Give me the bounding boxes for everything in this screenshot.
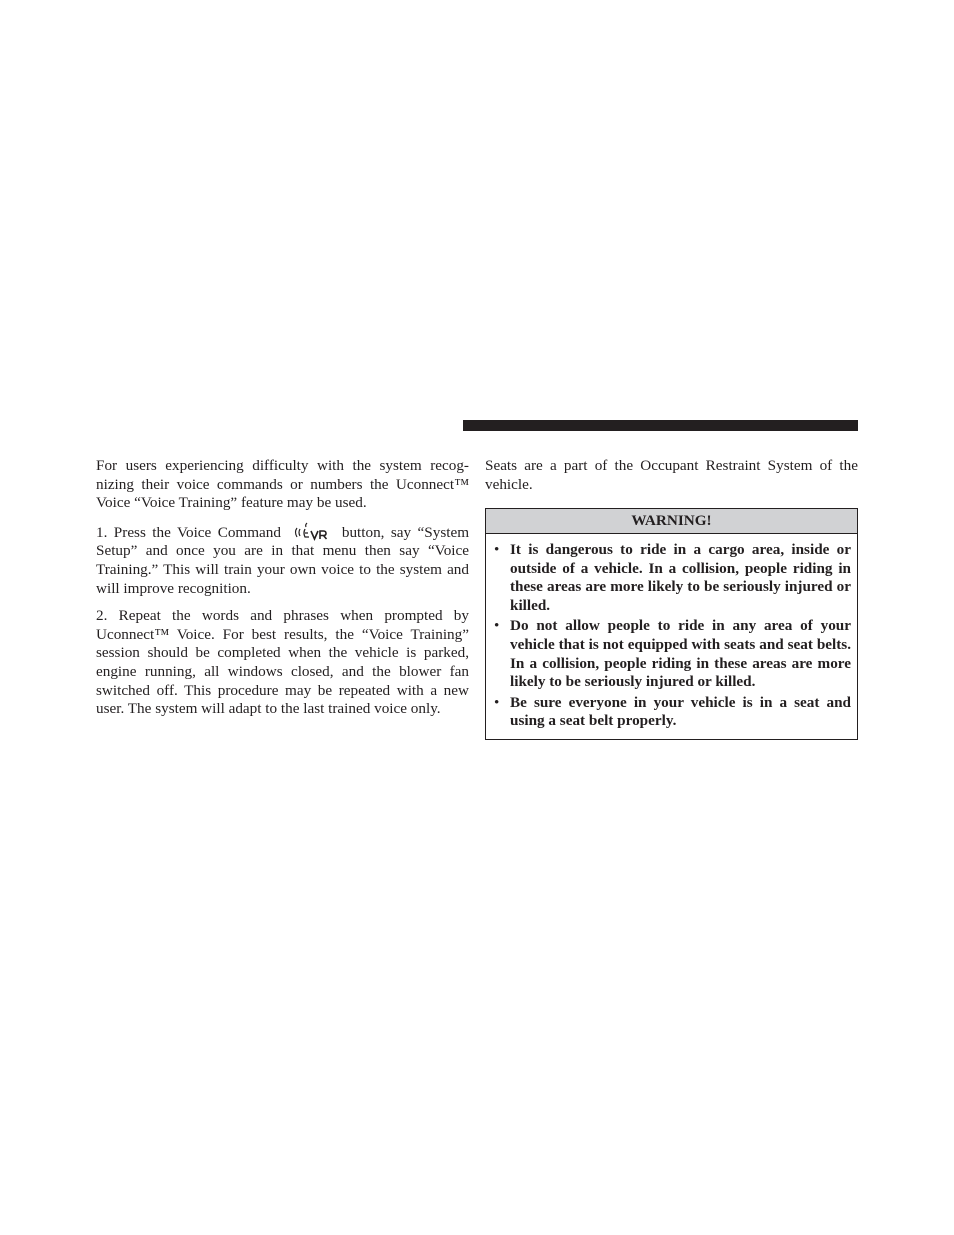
voice-command-vr-icon [291, 522, 329, 542]
warning-item-text: Be sure everyone in your vehicle is in a seat and using a seat belt properly. [510, 693, 851, 730]
warning-item-text: It is dangerous to ride in a cargo area, inside or outside of a vehicle. In a collision, people riding in these areas are more likely to be seriously injured or killed. [510, 541, 851, 614]
step-1-text-before-icon: 1. Press the Voice Command [96, 523, 281, 541]
seats-intro: Seats are a part of the Occupant Restraint System of the vehicle. [485, 457, 858, 493]
right-column [485, 457, 858, 494]
voice-training-step-2: 2. Repeat the words and phrases when prompted by Uconnect™ Voice. For best results, the “Voice Training” session should be completed when the vehicle is parked, engine running, all windows closed, and the blower fan switched off. This procedure may be repeated with a new user. The system will adapt to the last trained voice only. [96, 607, 469, 718]
voice-training-intro: For users experiencing difficulty with the system recog-nizing their voice commands or numbers the Uconnect™ Voice “Voice Training” feature may be used. [96, 457, 469, 512]
warning-list [486, 534, 857, 739]
left-column [96, 457, 469, 728]
warning-item-text: Do not allow people to ride in any area of your vehicle that is not equipped with seats and seat belts. In a collision, people riding in these areas are more likely to be seriously injured or killed. [510, 617, 851, 691]
bullet-icon: • [494, 541, 500, 558]
step-1-text-after-icon: button, say “System Setup” and once you are in that menu then say “Voice Training.” This will train your own voice to the system and will improve recognition. [96, 523, 470, 597]
warning-item [494, 617, 851, 691]
voice-training-step-1 [96, 522, 469, 598]
warning-box [485, 508, 858, 740]
section-header-bar [463, 420, 858, 431]
warning-item [494, 694, 851, 731]
bullet-icon: • [494, 617, 500, 635]
bullet-icon: • [494, 693, 500, 711]
warning-item [494, 541, 851, 615]
warning-title: WARNING! [486, 509, 857, 534]
